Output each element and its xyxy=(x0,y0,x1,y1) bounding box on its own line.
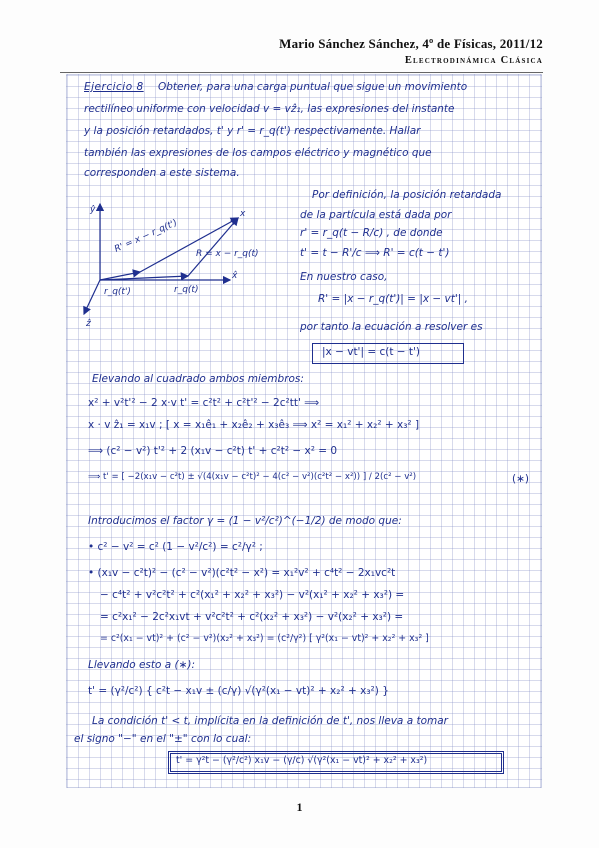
statement-line-1: Obtener, para una carga puntual que sigue un movimiento xyxy=(158,81,468,93)
statement-line-4: también las expresiones de los campos eléctrico y magnético que xyxy=(84,147,432,159)
squaring-intro: Elevando al cuadrado ambos miembros: xyxy=(92,373,304,385)
page-header xyxy=(279,36,543,66)
gamma-line-3: − c⁴t² + v²c²t² + c²(x₁² + x₂² + x₃²) − v²(x₁² + x₂² + x₃²) = xyxy=(100,589,405,601)
z-axis-label: ẑ xyxy=(86,319,91,329)
squaring-line-1: x² + v²t'² − 2 x·v t' = c²t² + c²t'² − 2c²tt' ⟹ xyxy=(88,397,320,409)
header-author: Mario Sánchez Sánchez, 4º de Físicas, 2011/12 xyxy=(279,36,543,51)
header-subject: Electrodinámica Clásica xyxy=(404,55,543,66)
boxed-equation: |x − vt'| = c(t − t') xyxy=(322,346,421,358)
rq-t-label: r_q(t) xyxy=(174,285,199,295)
definition-line-2: de la partícula está dada por xyxy=(300,209,452,221)
gamma-line-2: • (x₁v − c²t)² − (c² − v²)(c²t² − x²) = x₁²v² + c⁴t² − 2x₁vc²t xyxy=(88,567,396,579)
gamma-line-4: = c²x₁² − 2c²x₁vt + v²c²t² + c²(x₂² + x₃²) − v²(x₂² + x₃²) = xyxy=(100,611,404,623)
squaring-line-3: ⟹ (c² − v²) t'² + 2 (x₁v − c²t) t' + c²t² − x² = 0 xyxy=(88,445,338,457)
r-prime-label: R' = x − r_q(t') xyxy=(113,218,179,255)
condition-line-1: La condición t' < t, implícita en la definición de t', nos lleva a tomar xyxy=(92,715,448,727)
rq-tprime-label: r_q(t') xyxy=(104,287,131,297)
final-equation: t' = γ²t − (γ²/c²) x₁v − (γ/c) √(γ²(x₁ − vt)² + x₂² + x₃²) xyxy=(176,755,428,766)
statement-line-5: corresponden a este sistema. xyxy=(84,167,240,179)
definition-line-3: r' = r_q(t − R/c) , de donde xyxy=(300,227,443,239)
definition-line-4: t' = t − R'/c ⟹ R' = c(t − t') xyxy=(300,247,450,259)
header-rule xyxy=(60,72,543,73)
result-intro: Llevando esto a (∗): xyxy=(88,659,196,671)
statement-line-2: rectilíneo uniforme con velocidad v = vẑ₁, las expresiones del instante xyxy=(84,103,455,115)
field-point-label: x xyxy=(240,209,246,219)
result-equation: t' = (γ²/c²) { c²t − x₁v ± (c/γ) √(γ²(x₁ − vt)² + x₂² + x₃²) } xyxy=(88,685,389,697)
squaring-line-2: x · v ẑ₁ = x₁v ; [ x = x₁ê₁ + x₂ê₂ + x₃ê₃ ⟹ x² = x₁² + x₂² + x₃² ] xyxy=(88,419,420,431)
definition-line-6: R' = |x − r_q(t')| = |x − vt'| , xyxy=(318,293,468,305)
r-label: R = x − r_q(t) xyxy=(196,249,259,259)
definition-line-1: Por definición, la posición retardada xyxy=(312,189,502,201)
y-axis-label: ŷ xyxy=(90,205,96,215)
x-axis-label: x̂ xyxy=(232,271,238,281)
squaring-line-4: ⟹ t' = [ −2(x₁v − c²t) ± √(4(x₁v − c²t)² − 4(c² − v²)(c²t² − x²)) ] / 2(c² − v²) xyxy=(88,472,417,482)
r-vector xyxy=(188,218,238,276)
gamma-line-1: • c² − v² = c² (1 − v²/c²) = c²/γ² ; xyxy=(88,541,263,553)
z-axis-line xyxy=(84,280,100,314)
condition-line-2: el signo "−" en el "±" con lo cual: xyxy=(74,733,252,745)
definition-line-5: En nuestro caso, xyxy=(300,271,388,283)
rq-t-vector xyxy=(100,276,188,280)
gamma-intro: Introducimos el factor γ = (1 − v²/c²)^(−1/2) de modo que: xyxy=(88,515,402,527)
statement-line-3: y la posición retardados, t' y r' = r_q(t') respectivamente. Hallar xyxy=(84,125,421,137)
definition-line-7: por tanto la ecuación a resolver es xyxy=(300,321,483,333)
exercise-label: Ejercicio 8 xyxy=(84,81,144,93)
page-number: 1 xyxy=(296,800,303,814)
squaring-tag: (∗) xyxy=(512,473,529,485)
geometry-diagram xyxy=(78,194,274,332)
gamma-line-5: = c²(x₁ − vt)² + (c² − v²)(x₂² + x₃²) = (c²/γ²) [ γ²(x₁ − vt)² + x₂² + x₃² ] xyxy=(100,633,429,644)
